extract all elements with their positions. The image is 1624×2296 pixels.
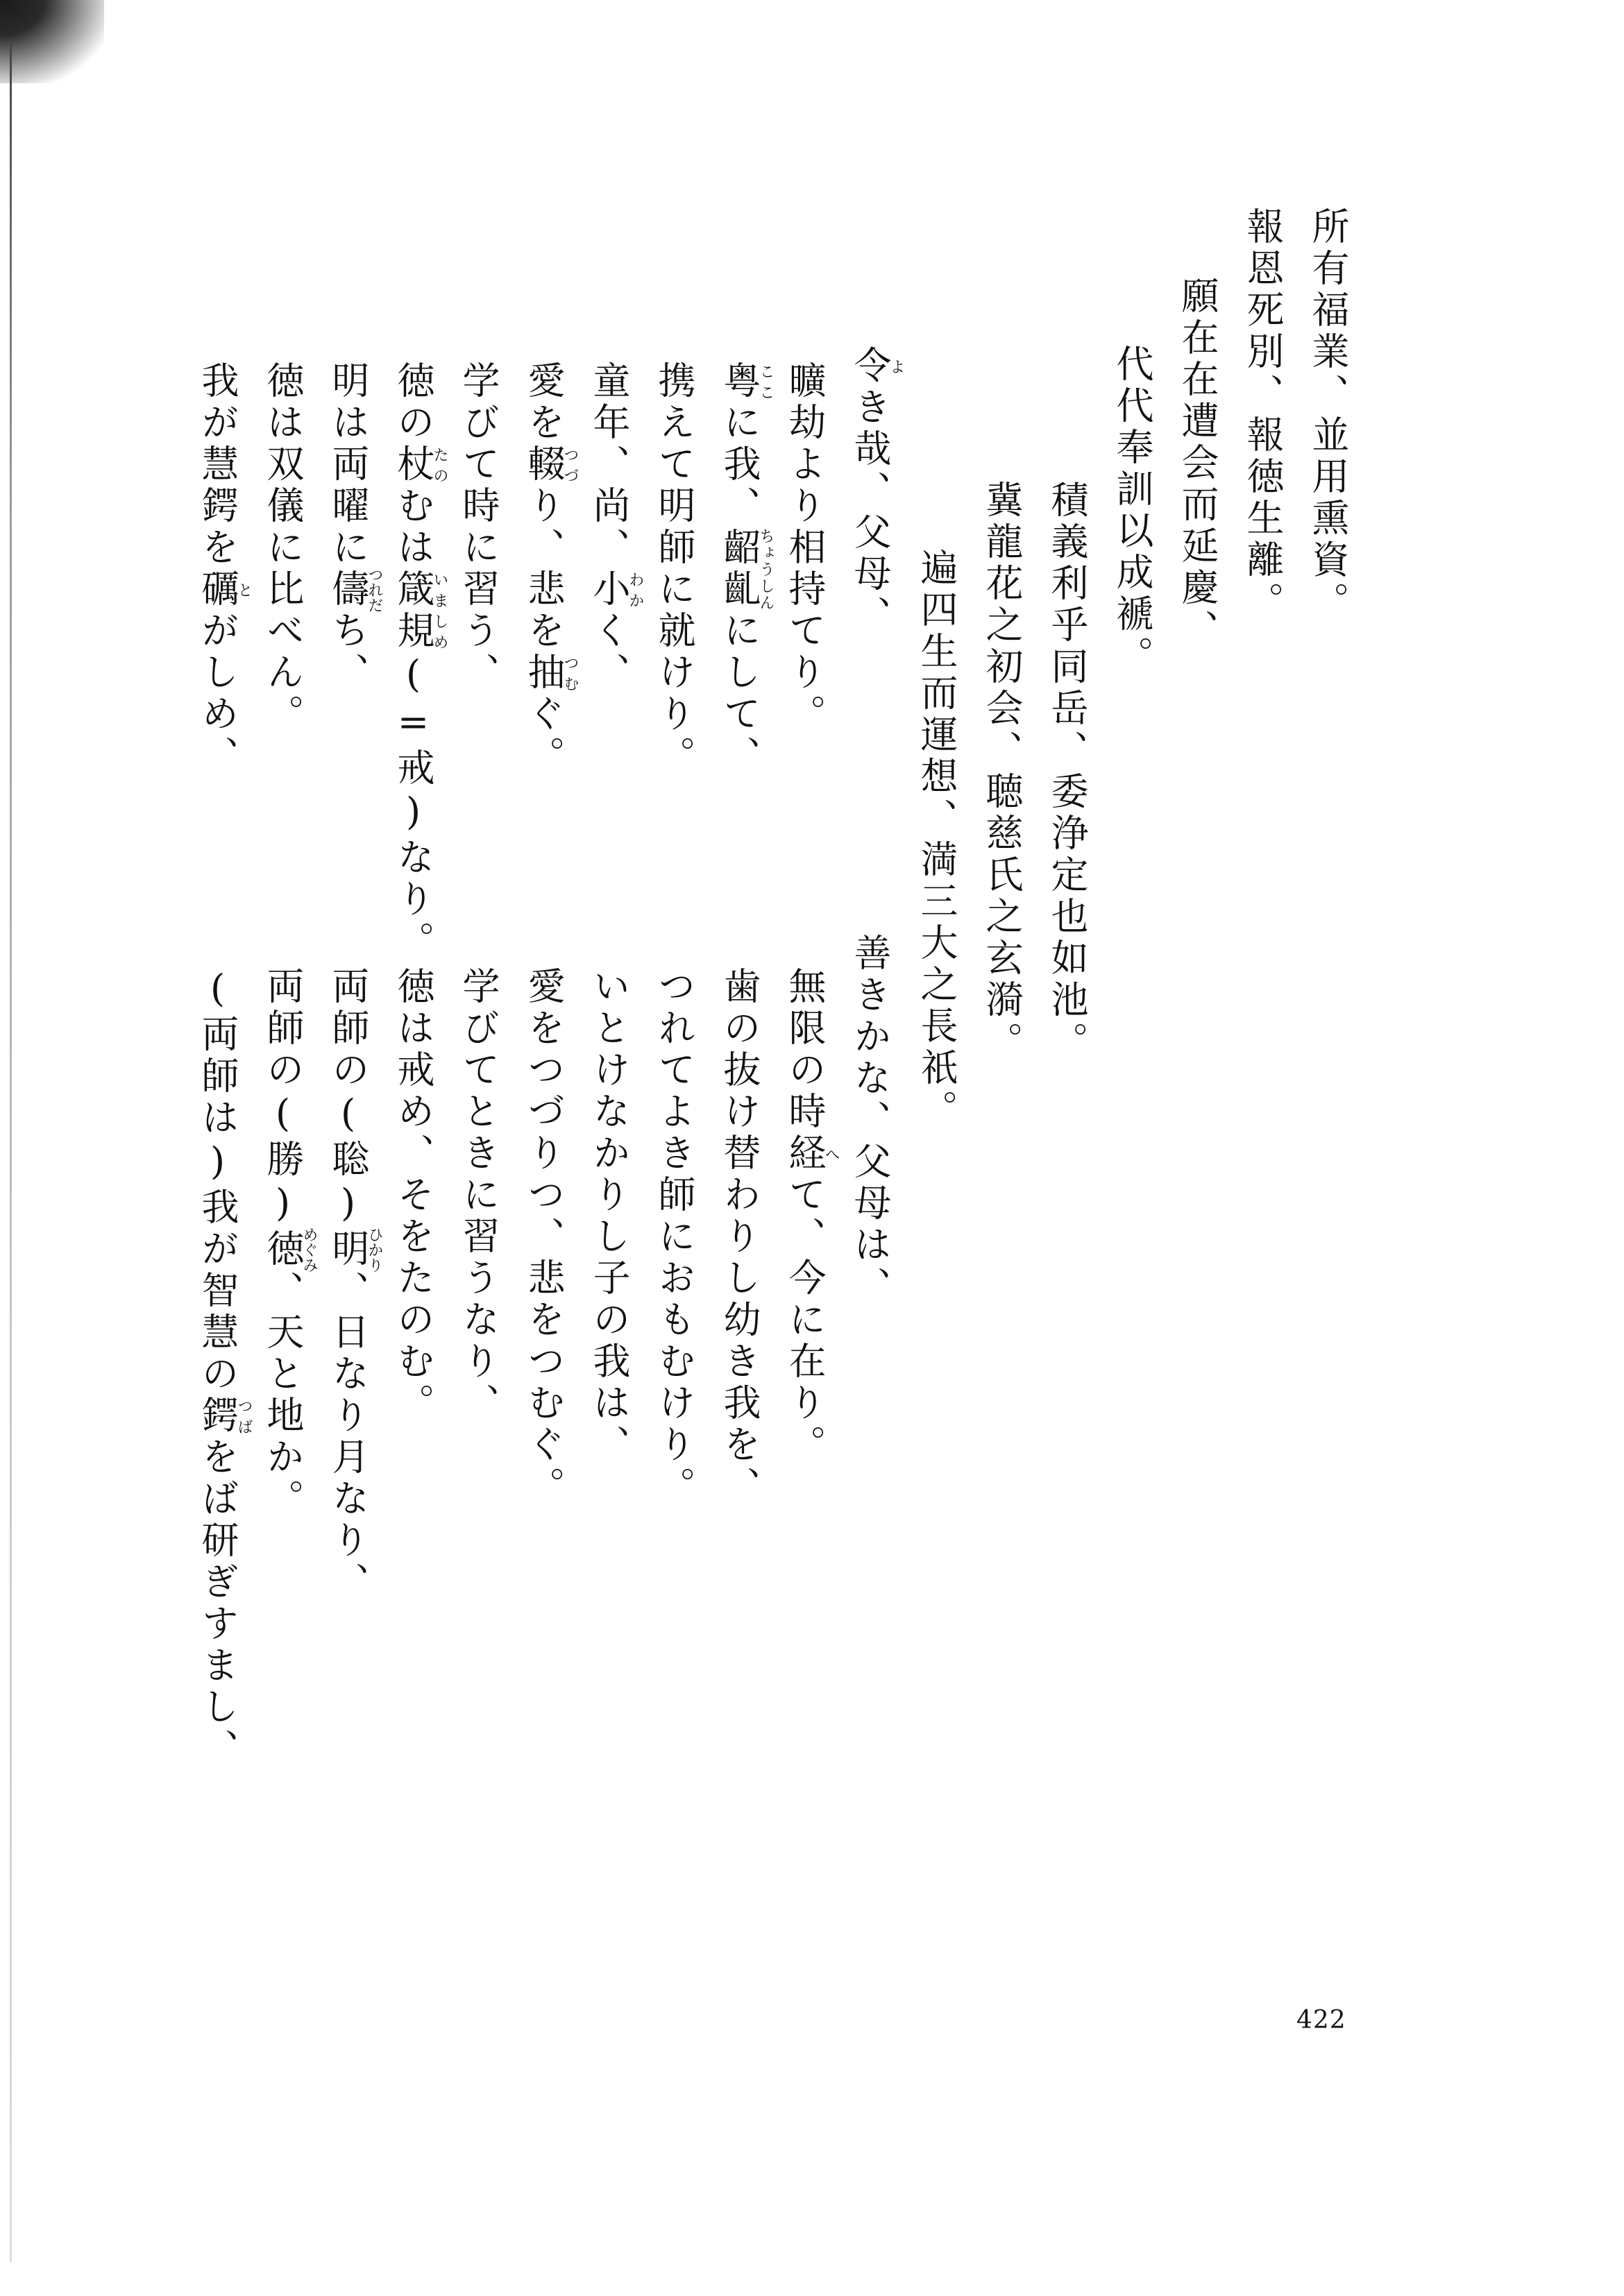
- scan-shadow: [0, 0, 104, 83]
- text-after: く、: [587, 611, 631, 694]
- kanbun-line-7: 遍四生而運想、満三大之長祇。: [915, 548, 958, 1131]
- yomikudashi-line-1: [848, 346, 905, 637]
- ruby-word: 輟つづ: [522, 444, 579, 486]
- ruby-word: 儔つれだ: [326, 567, 383, 613]
- ruby-word: 経へ: [783, 1133, 840, 1175]
- furigana: ちょうしん: [757, 527, 775, 611]
- ruby-word: 杖たの: [391, 444, 448, 486]
- furigana: いましめ: [431, 569, 448, 652]
- furigana: わか: [627, 569, 644, 611]
- ruby-word: 鍔つば: [196, 1395, 253, 1437]
- translation-line-11: [198, 967, 252, 1770]
- ruby-word: 徳めぐみ: [261, 1227, 318, 1273]
- text-before: 無限の時: [783, 967, 827, 1133]
- yomikudashi-line-11: [198, 361, 252, 777]
- kanbun-line-5: 積義利乎同岳、委浄定也如池。: [1045, 480, 1089, 1063]
- translation-line-2: [783, 967, 840, 1466]
- ruby-word: 抽つむ: [522, 652, 579, 694]
- furigana: へ: [822, 1133, 840, 1175]
- yomikudashi-line-5: [587, 361, 644, 694]
- yomikudashi-line-8: [391, 361, 448, 962]
- kanbun-line-3: 願在在遭会而延慶、: [1176, 276, 1219, 651]
- page-number: 422: [1296, 2006, 1346, 2034]
- yomikudashi-line-10: 徳は双儀に比べん。: [261, 361, 305, 735]
- yomikudashi-line-7: 学びて時に習う、: [457, 361, 500, 694]
- text-before: (両師は)我が智慧の: [196, 967, 239, 1395]
- text-before: 童年、尚、: [587, 361, 631, 569]
- text-after: むは: [391, 486, 435, 569]
- text-before: 両師の(勝): [261, 967, 305, 1229]
- yomikudashi-line-9: [326, 361, 383, 694]
- yomikudashi-line-2: 曠劫より相持てり。: [783, 361, 827, 735]
- text-after: 、天と地か。: [261, 1270, 305, 1520]
- text-before: 両師の(聡): [326, 967, 370, 1229]
- text-after: をば研ぎすまし、: [196, 1437, 239, 1770]
- furigana: ここ: [757, 361, 775, 402]
- furigana: つむ: [561, 652, 579, 694]
- ruby-word: 小わか: [587, 569, 644, 611]
- ruby-word: 明ひかり: [326, 1227, 383, 1273]
- translation-line-4: つれてよき師におもむけり。: [652, 967, 696, 1508]
- text-after: (=戒)なり。: [391, 652, 435, 962]
- furigana: ひかり: [366, 1227, 383, 1273]
- translation-line-6: 愛をつづりつ、悲をつむぐ。: [522, 967, 566, 1508]
- kanbun-line-2: 報恩死別、報徳生離。: [1241, 207, 1285, 623]
- text-before: 我が慧鍔を: [196, 361, 239, 569]
- yomikudashi-line-3: [720, 361, 774, 777]
- text-after: き哉、父母、: [848, 387, 892, 637]
- text-after: にして、: [718, 611, 761, 777]
- furigana: つば: [235, 1395, 253, 1437]
- text-after: に我、: [718, 402, 761, 527]
- text-after: 、日なり月なり、: [326, 1270, 370, 1604]
- ruby-word: 粤ここ: [718, 361, 775, 402]
- translation-line-3: 歯の抜け替わりし幼き我を、: [718, 967, 761, 1508]
- text-before: 愛を: [522, 361, 566, 444]
- ruby-word: 齠齓ちょうしん: [718, 527, 775, 611]
- furigana: と: [235, 569, 253, 611]
- yomikudashi-line-4: 携えて明師に就けり。: [652, 361, 696, 777]
- scan-edge-line: [10, 42, 12, 2262]
- text-before: 徳の: [391, 361, 435, 444]
- translation-line-9: [326, 967, 383, 1604]
- translation-line-1: 善きかな、父母は、: [848, 933, 892, 1308]
- translation-line-10: [261, 967, 318, 1520]
- text-after: ぐ。: [522, 694, 566, 777]
- text-before: 明は両曜に: [326, 361, 370, 569]
- text-after: ち、: [326, 611, 370, 694]
- translation-line-8: 徳は戒め、そをたのむ。: [391, 967, 435, 1425]
- translation-line-7: 学びてときに習うなり、: [457, 967, 500, 1425]
- text-after: がしめ、: [196, 611, 239, 777]
- text-after: て、今に在り。: [783, 1175, 827, 1466]
- furigana: つづ: [561, 444, 579, 486]
- ruby-word: 礪と: [196, 569, 253, 611]
- text-after: り、悲を: [522, 486, 566, 652]
- furigana: よ: [888, 346, 905, 387]
- ruby-word: 令よ: [848, 346, 905, 387]
- yomikudashi-line-6: [522, 361, 579, 777]
- furigana: たの: [431, 444, 448, 486]
- kanbun-line-6: 冀龍花之初会、聴慈氏之玄漪。: [980, 480, 1024, 1063]
- furigana: つれだ: [366, 567, 383, 613]
- kanbun-line-1: 所有福業、並用熏資。: [1306, 207, 1350, 623]
- translation-line-5: いとけなかりし子の我は、: [587, 967, 631, 1466]
- kanbun-line-4: 代代奉訓以成褫。: [1110, 344, 1154, 677]
- ruby-word: 箴規いましめ: [391, 569, 448, 652]
- furigana: めぐみ: [301, 1227, 318, 1273]
